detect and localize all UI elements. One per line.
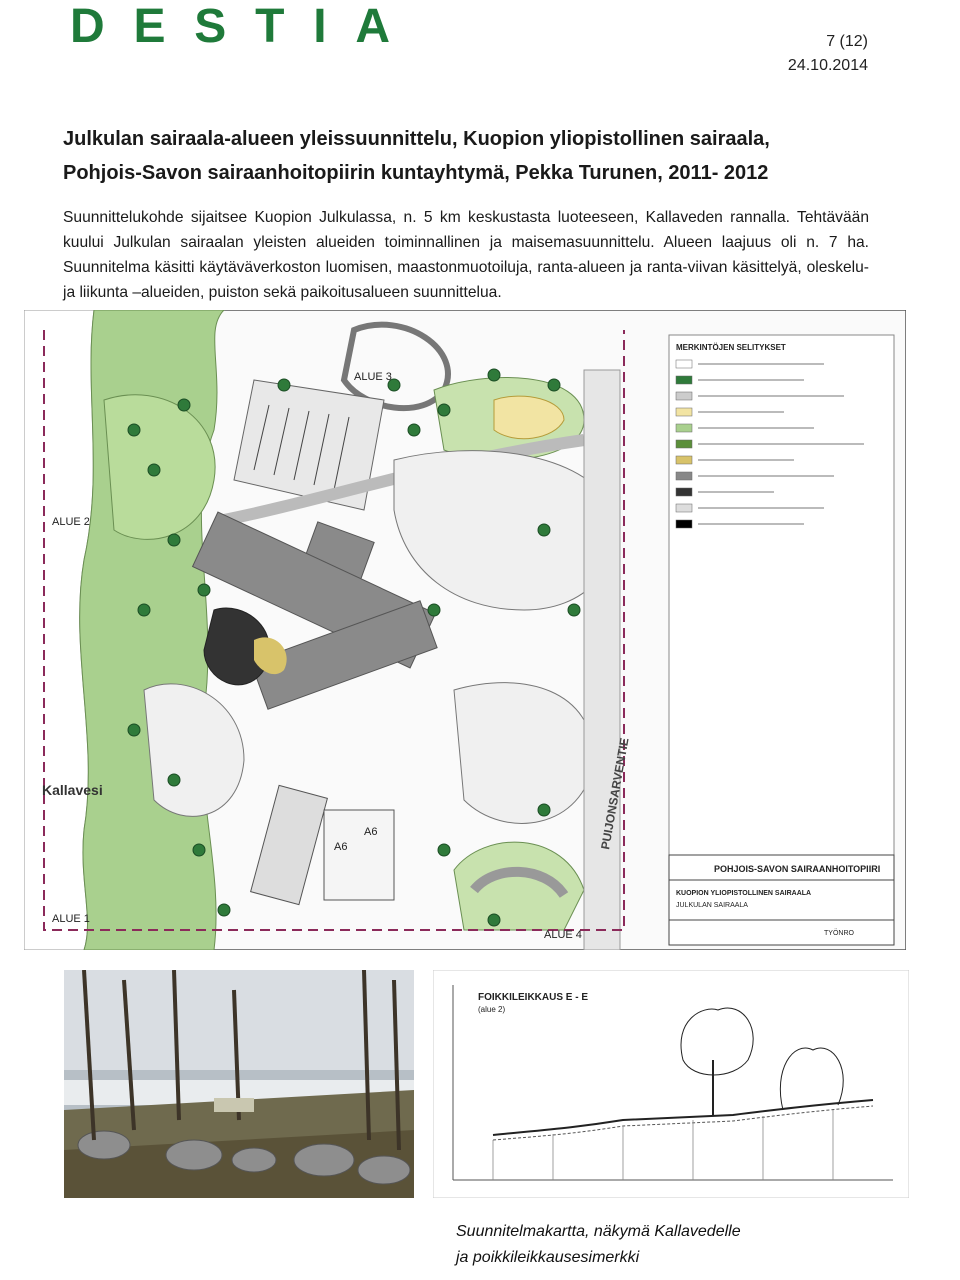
body-paragraph: Suunnittelukohde sijaitsee Kuopion Julkulassa, n. 5 km keskustasta luoteeseen, Kallaveden rannalla. Tehtävään kuului Julkulan sairaalan yleisten alueiden toiminnallinen ja maisemasuunnittelu. Alueen laajuus oli n. 7 ha. Suunnitelma käsitti käytäväverkoston luomisen, maastonmuotoiluja, ranta-alueen ja ranta-viivan käsittelyä, oleskelu- ja liikunta –alueiden, puiston sekä paikoitusalueen suunnittelua. — [63, 209, 869, 301]
titleblock-area: JULKULAN SAIRAALA — [676, 902, 748, 909]
map-label-alue1: ALUE 1 — [52, 913, 90, 925]
cross-section-drawing — [433, 970, 909, 1198]
map-label-road: PUIJONSARVENTIE — [598, 736, 632, 851]
titleblock-project: KUOPION YLIOPISTOLLINEN SAIRAALA — [676, 890, 812, 897]
page-number: 7 (12) — [826, 33, 868, 50]
titleblock-org: POHJOIS-SAVON SAIRAANHOITOPIIRI — [714, 864, 881, 874]
figure-caption — [448, 1219, 806, 1271]
plan-map — [24, 310, 906, 950]
map-label-building-a6-2: A6 — [364, 826, 378, 838]
lake-view-photo — [64, 970, 414, 1198]
destia-logo — [70, 4, 400, 46]
section-title: FOIKKILEIKKAUS E - E — [478, 992, 589, 1003]
map-label-alue3: ALUE 3 — [354, 371, 392, 383]
document-title — [63, 122, 893, 190]
legend-title: MERKINTÖJEN SELITYKSET — [676, 343, 786, 352]
caption-line-1: Suunnitelmakartta, näkymä Kallavedelle — [456, 1223, 741, 1240]
section-subtitle: (alue 2) — [478, 1005, 506, 1014]
titleblock-type: TYÖNRO — [824, 930, 854, 937]
caption-line-2: ja poikkileikkausesimerkki — [456, 1249, 640, 1266]
document-date: 24.10.2014 — [787, 57, 868, 74]
map-label-lake: Kallavesi — [42, 782, 103, 798]
title-line-2: Pohjois-Savon sairaanhoitopiirin kuntayhtymä, Pekka Turunen, 2011- 2012 — [63, 162, 769, 184]
page-meta — [788, 30, 868, 78]
map-label-alue4: ALUE 4 — [544, 929, 582, 941]
map-label-building-a6-1: A6 — [334, 841, 348, 853]
logo-text: DESTIA — [70, 4, 392, 46]
map-label-alue2: ALUE 2 — [52, 516, 90, 528]
title-line-1: Julkulan sairaala-alueen yleissuunnittelu, Kuopion yliopistollinen sairaala, — [63, 128, 770, 150]
